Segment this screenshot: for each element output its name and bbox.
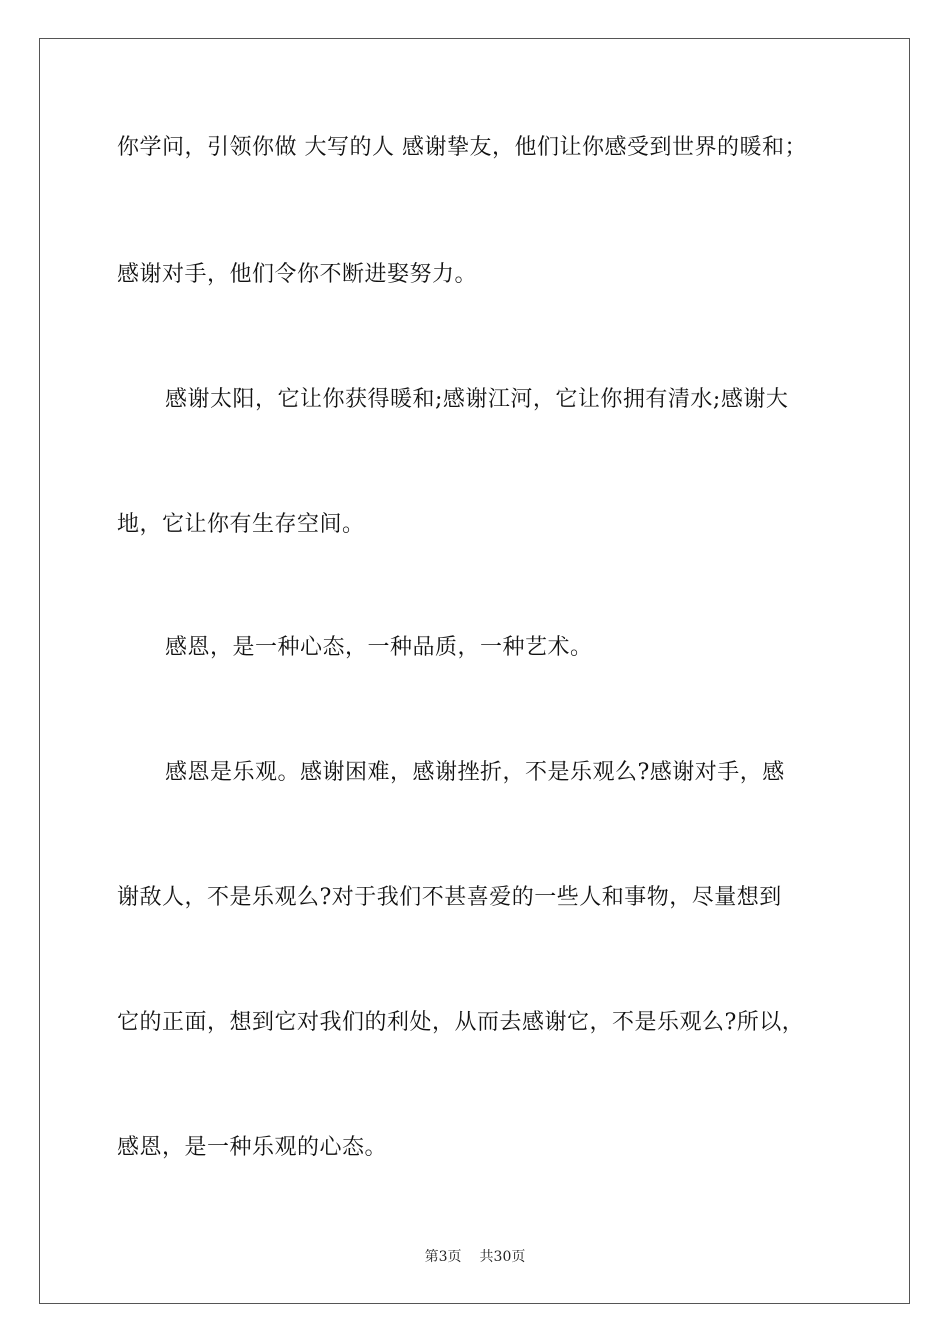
page-number: 第3页 [424,1249,462,1265]
paragraph-line-8: 它的正面，想到它对我们的利处，从而去感谢它，不是乐观么?所以， [117,1010,805,1035]
page-frame [39,38,910,1304]
paragraph-line-6: 感恩是乐观。感谢困难，感谢挫折，不是乐观么?感谢对手，感 [165,760,785,785]
total-pages: 共30页 [479,1249,526,1265]
paragraph-line-9: 感恩，是一种乐观的心态。 [117,1135,388,1160]
paragraph-line-7: 谢敌人，不是乐观么?对于我们不甚喜爱的一些人和事物，尽量想到 [117,885,782,910]
paragraph-line-2: 感谢对手，他们令你不断进娶努力。 [117,262,478,287]
page-footer [0,1248,950,1266]
paragraph-line-5: 感恩，是一种心态，一种品质，一种艺术。 [165,635,593,660]
paragraph-line-4: 地，它让你有生存空间。 [117,512,365,537]
paragraph-line-1: 你学问，引领你做 大写的人 感谢挚友，他们让你感受到世界的暖和； [117,135,807,160]
paragraph-line-3: 感谢太阳，它让你获得暖和;感谢江河，它让你拥有清水;感谢大 [165,387,789,412]
